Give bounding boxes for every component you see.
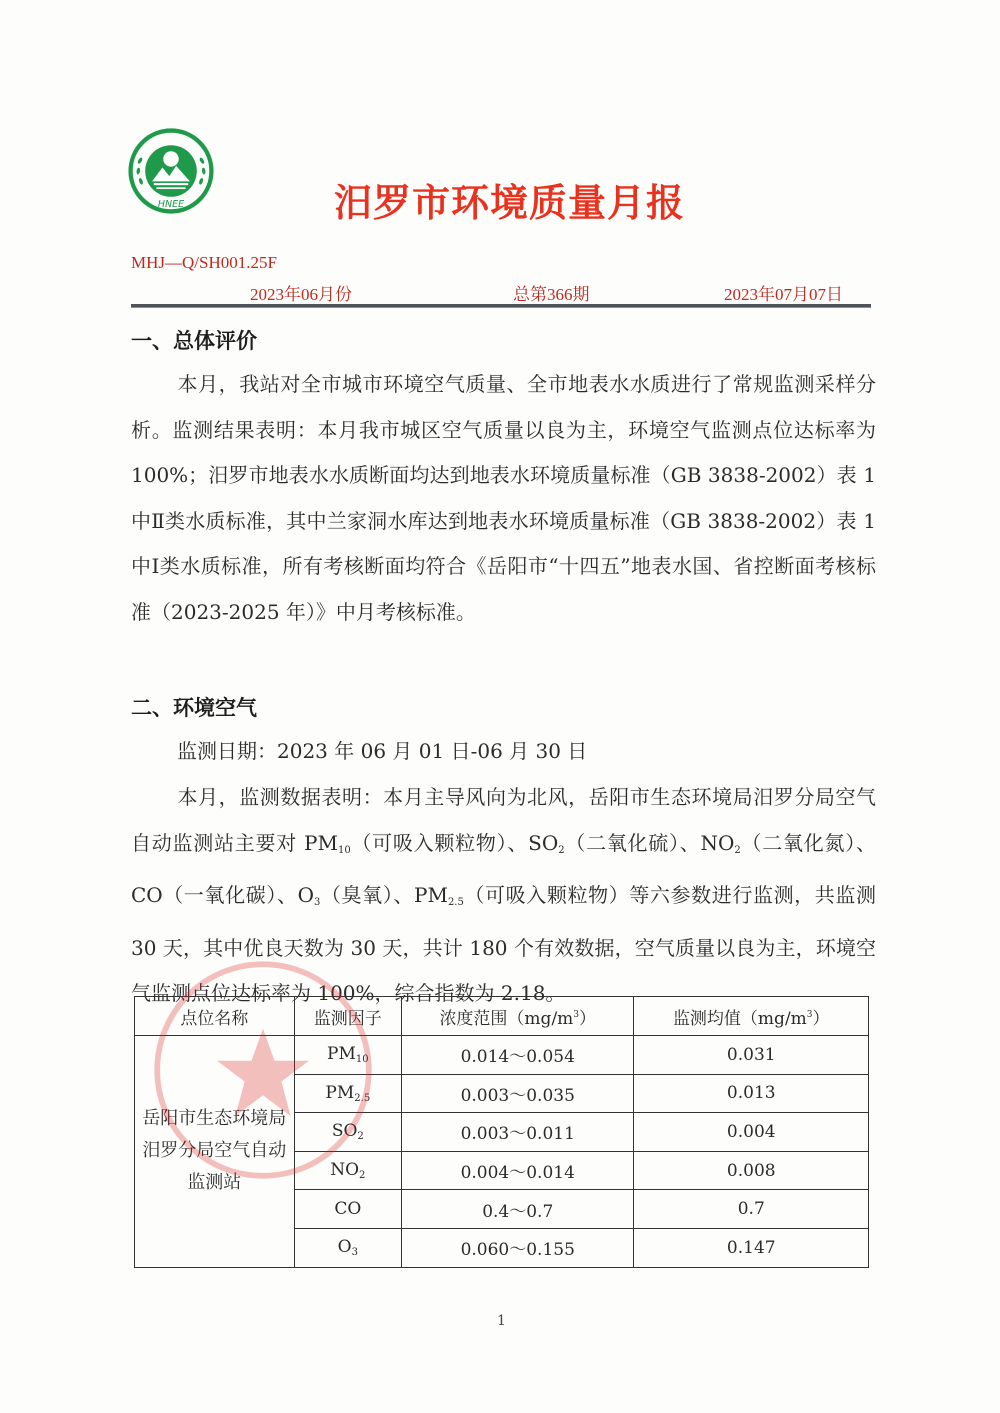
table-header-row <box>135 997 869 1036</box>
factor-cell: $PM_{2.5}$ <box>294 1074 401 1113</box>
header-divider <box>131 304 871 308</box>
mean-cell: 0.004 <box>634 1113 869 1152</box>
report-month: 2023年06月份 <box>250 285 352 304</box>
mean-cell: 0.7 <box>634 1190 869 1229</box>
header-factor: 监测因子 <box>294 997 401 1036</box>
header-station: 点位名称 <box>135 997 295 1036</box>
factor-cell: $SO_2$ <box>294 1113 401 1152</box>
mean-cell: 0.013 <box>634 1074 869 1113</box>
header-range: 浓度范围$(mg/m^3)$ <box>401 997 634 1036</box>
factor-cell: $PM_{10}$ <box>294 1036 401 1075</box>
document-code: MHJ—Q/SH001.25F <box>131 253 277 272</box>
factor-cell: $O_3$ <box>294 1228 401 1267</box>
factor-cell: CO <box>294 1190 401 1229</box>
overall-text: 本月，我站对全市城市环境空气质量、全市地表水水质进行了常规监测采样分析。监测结果表明：本月我市城区空气质量以良为主，环境空气监测点位达标率为 100%；汨罗市地表水水质断面均达到地表水环境质量标准（GB 3838-2002）表 1 中Ⅱ类水质标准，其中兰家洞水库达到地表水环境质量标准（GB 3838-2002）表 1 中Ⅰ类水质标准，所有考核断面均符合《岳阳市“十四五”地表水国、省控断面考核标准（2023-2025 年）》中月考核标准。 <box>131 372 876 624</box>
header-mean: 监测均值$(mg/m^3)$ <box>634 997 869 1036</box>
issue-number: 总第366期 <box>513 285 590 304</box>
section-heading-air: 二、环境空气 <box>131 696 257 720</box>
range-cell: 0.014～0.054 <box>401 1036 634 1075</box>
logo-text: HNEE <box>157 199 185 211</box>
range-cell: 0.003～0.011 <box>401 1113 634 1152</box>
hnee-logo-icon <box>128 128 214 214</box>
range-cell: 0.060～0.155 <box>401 1228 634 1267</box>
publish-date: 2023年07月07日 <box>724 285 843 304</box>
mean-cell: 0.147 <box>634 1228 869 1267</box>
page-number: 1 <box>497 1313 506 1329</box>
range-cell: 0.003～0.035 <box>401 1074 634 1113</box>
section-heading-overall: 一、总体评价 <box>131 329 257 353</box>
overall-paragraph <box>131 362 876 635</box>
air-quality-table <box>134 996 869 1268</box>
factor-cell: $NO_2$ <box>294 1151 401 1190</box>
report-title: 汨罗市环境质量月报 <box>334 181 686 225</box>
air-paragraph: 本月，监测数据表明：本月主导风向为北风，岳阳市生态环境局汨罗分局空气自动监测站主要对 $PM_{10}$（可吸入颗粒物）、$SO_2$（二氧化硫）、$NO_2$（二氧化氮）、CO（一氧化碳）、$O_3$（臭氧）、$PM_{2.5}$（可吸入颗粒物）等六参数进行监测，共监测 30 天，其中优良天数为 30 天，共计 180 个有效数据，空气质量以良为主，环境空气监测点位达标率为 100%，综合指数为 2.18。 <box>131 785 877 1005</box>
monitor-date-line <box>131 729 876 775</box>
range-cell: 0.4～0.7 <box>401 1190 634 1229</box>
range-cell: 0.004～0.014 <box>401 1151 634 1190</box>
table-row <box>135 1036 869 1075</box>
mean-cell: 0.031 <box>634 1036 869 1075</box>
mean-cell: 0.008 <box>634 1151 869 1190</box>
station-name-cell: 岳阳市生态环境局汨罗分局空气自动监测站 <box>135 1036 295 1268</box>
monitor-date: 监测日期：2023 年 06 月 01 日-06 月 30 日 <box>177 739 588 763</box>
